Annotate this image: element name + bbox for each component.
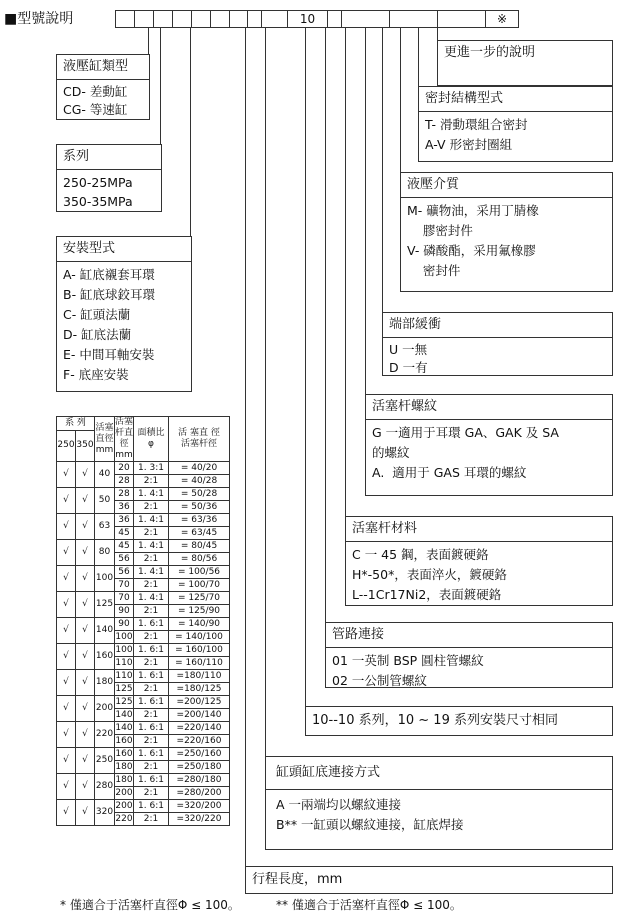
- table-cell: √: [57, 566, 76, 592]
- table-cell: 2:1: [134, 501, 169, 514]
- box-line: F- 底座安裝: [63, 367, 129, 382]
- table-cell: = 160/100: [169, 644, 230, 657]
- table-cell: =200/125: [169, 696, 230, 709]
- table-cell: 2:1: [134, 657, 169, 670]
- table-cell: 2:1: [134, 709, 169, 722]
- table-row: [57, 774, 230, 787]
- table-cell: =280/200: [169, 787, 230, 800]
- table-cell: 1. 4:1: [134, 592, 169, 605]
- table-cell: 1. 6:1: [134, 670, 169, 683]
- box-line: C 一 45 鋼，表面鍍硬鉻: [352, 547, 489, 562]
- table-cell: =180/110: [169, 670, 230, 683]
- th-pair-top: 活 塞直 徑: [178, 428, 220, 438]
- box-body: [57, 170, 161, 214]
- table-cell: =250/180: [169, 761, 230, 774]
- table-cell: 80: [95, 540, 115, 566]
- box-line: 02 一公制管螺紋: [332, 673, 427, 688]
- box-title: 活塞杆材料: [346, 517, 612, 542]
- box-body: [57, 262, 191, 388]
- table-cell: 2:1: [134, 553, 169, 566]
- connector-series-note: [305, 28, 306, 708]
- table-row: [57, 540, 230, 553]
- box-body: [326, 648, 612, 694]
- table-cell: 125: [115, 696, 133, 707]
- box-series: [56, 144, 162, 212]
- table-cell: = 140/100: [169, 631, 230, 644]
- table-cell: = 40/20: [169, 462, 230, 475]
- table-cell: = 160/110: [169, 657, 230, 670]
- box-title: 更進一步的說明: [444, 45, 536, 60]
- box-mounting: [56, 236, 192, 392]
- table-cell: =250/160: [169, 748, 230, 761]
- table-cell: 180: [115, 761, 133, 772]
- table-cell: 1. 4:1: [134, 540, 169, 553]
- table-cell: √: [57, 462, 76, 488]
- table-cell: = 63/36: [169, 514, 230, 527]
- table-cell: 90: [115, 618, 134, 631]
- table-cell: √: [57, 540, 76, 566]
- box-port: [325, 622, 613, 688]
- table-cell: 1. 6:1: [134, 618, 169, 631]
- table-cell: 2:1: [134, 761, 169, 774]
- table-cell: 2:1: [134, 813, 169, 826]
- box-line: 的螺紋: [372, 445, 410, 460]
- code-cell: ※: [485, 10, 519, 28]
- th-350: 350: [76, 430, 95, 461]
- box-title: 端部緩衝: [383, 313, 612, 338]
- table-cell: 320: [95, 800, 115, 826]
- table-cell: √: [57, 618, 76, 644]
- table-cell: 160: [115, 735, 133, 746]
- box-body: [57, 80, 149, 122]
- table-cell: 28: [115, 488, 134, 501]
- connector-mount: [190, 28, 191, 238]
- connector-rodthread: [365, 28, 366, 396]
- table-cell: 280: [95, 774, 115, 800]
- table-cell: √: [57, 644, 76, 670]
- table-cell: 180: [95, 670, 115, 696]
- table-cell: √: [76, 514, 95, 540]
- box-body: [346, 542, 612, 608]
- box-body: [383, 338, 612, 380]
- code-cell: [229, 10, 247, 28]
- bore-rod-table: [56, 416, 230, 826]
- th-pair-bottom: 活塞杆徑: [180, 439, 217, 449]
- table-cell: √: [76, 592, 95, 618]
- table-cell: =220/140: [169, 722, 230, 735]
- table-row: [57, 644, 230, 657]
- table-row: [57, 722, 230, 735]
- footnote-single: * 僅適合于活塞杆直徑Φ ≤ 100。: [60, 898, 240, 912]
- connector-series: [160, 28, 161, 146]
- table-cell: 160: [115, 748, 133, 759]
- box-line: A. 適用于 GAS 耳環的螺紋: [372, 465, 527, 480]
- table-cell: = 140/90: [169, 618, 230, 631]
- table-cell: 1. 6:1: [134, 800, 169, 813]
- code-cell: [261, 10, 287, 28]
- box-title: 液壓介質: [401, 173, 612, 198]
- table-cell: 2:1: [134, 631, 169, 644]
- code-cell: [341, 10, 389, 28]
- th-ratio: 面積比 φ: [134, 417, 169, 462]
- table-cell: 45: [115, 527, 134, 540]
- table-cell: =320/220: [169, 813, 230, 826]
- box-line: A- 缸底襯套耳環: [63, 267, 155, 282]
- connector-rodmat: [345, 28, 346, 518]
- table-cell: 2:1: [134, 787, 169, 800]
- box-cylinder-type: [56, 54, 150, 120]
- table-cell: √: [57, 774, 76, 800]
- box-series-note: [305, 706, 613, 736]
- table-cell: √: [76, 618, 95, 644]
- table-cell: 140: [115, 709, 133, 720]
- table-cell: = 125/90: [169, 605, 230, 618]
- box-line: 密封件: [407, 263, 461, 278]
- th-rod: 活塞杆直徑 mm: [115, 417, 134, 460]
- table-cell: √: [57, 696, 76, 722]
- box-rod-thread: [365, 394, 613, 496]
- box-line: 膠密封件: [407, 223, 473, 238]
- code-cell: [389, 10, 437, 28]
- table-cell: 45: [115, 540, 134, 553]
- table-cell: 160: [95, 644, 115, 670]
- code-cell: [153, 10, 172, 28]
- table-row: [57, 514, 230, 527]
- box-line: 01 一英制 BSP 圓柱管螺紋: [332, 653, 484, 668]
- box-line: C- 缸頭法蘭: [63, 307, 131, 322]
- box-line: 250-25MPa: [63, 175, 133, 190]
- table-cell: 50: [95, 488, 115, 514]
- th-bore: 活塞直徑 mm: [95, 417, 115, 462]
- box-line: A-V 形密封圈組: [425, 137, 513, 152]
- box-title: 活塞杆螺紋: [366, 395, 612, 420]
- table-cell: 1. 4:1: [134, 514, 169, 527]
- table-cell: 1. 3:1: [134, 462, 169, 475]
- table-cell: 40: [95, 462, 115, 488]
- table-cell: 110: [115, 657, 133, 668]
- table-cell: √: [76, 462, 95, 488]
- table-cell: 220: [95, 722, 115, 748]
- box-line: B- 缸底球鉸耳環: [63, 287, 156, 302]
- table-cell: √: [76, 566, 95, 592]
- box-title: 缸頭缸底連接方式: [266, 757, 612, 790]
- table-cell: √: [57, 800, 76, 826]
- code-cell: [134, 10, 153, 28]
- box-line: E- 中間耳軸安裝: [63, 347, 155, 362]
- code-cell: [191, 10, 210, 28]
- box-line: M- 礦物油，采用丁腈橡: [407, 203, 539, 218]
- box-title: 10--10 系列，10 ~ 19 系列安裝尺寸相同: [312, 713, 558, 728]
- table-cell: 2:1: [134, 527, 169, 540]
- code-cell: [437, 10, 485, 28]
- table-cell: 180: [115, 774, 133, 785]
- table-cell: 110: [115, 670, 133, 681]
- table-cell: 100: [115, 631, 133, 642]
- table-row: [57, 462, 230, 475]
- table-cell: 70: [115, 592, 134, 605]
- box-line: U 一無: [389, 342, 428, 357]
- box-title: 行程長度，mm: [252, 872, 343, 887]
- box-fluid: [400, 172, 613, 292]
- table-cell: 1. 4:1: [134, 488, 169, 501]
- table-cell: = 50/36: [169, 501, 230, 514]
- table-cell: 1. 6:1: [134, 748, 169, 761]
- table-cell: 200: [115, 787, 133, 798]
- box-title: 密封結構型式: [419, 87, 612, 112]
- table-cell: 2:1: [134, 579, 169, 592]
- table-cell: 200: [95, 696, 115, 722]
- table-cell: 56: [115, 566, 134, 579]
- table-cell: √: [76, 540, 95, 566]
- table-row: [57, 670, 230, 683]
- table-cell: =320/200: [169, 800, 230, 813]
- table-row: [57, 618, 230, 631]
- connector-seal: [418, 28, 419, 88]
- table-cell: 125: [95, 592, 115, 618]
- table-cell: =180/125: [169, 683, 230, 696]
- table-cell: 100: [95, 566, 115, 592]
- table-cell: √: [76, 670, 95, 696]
- model-code-row: [115, 10, 519, 28]
- box-line: V- 磷酸酯，采用氟橡膠: [407, 243, 536, 258]
- table-row: [57, 566, 230, 579]
- box-line: H*-50*，表面淬火，鍍硬鉻: [352, 567, 507, 582]
- box-line: B** 一缸頭以螺紋連接，缸底焊接: [276, 817, 464, 832]
- table-row: [57, 488, 230, 501]
- table-cell: √: [76, 644, 95, 670]
- table-cell: = 80/45: [169, 540, 230, 553]
- table-cell: 100: [115, 644, 133, 655]
- table-cell: = 125/70: [169, 592, 230, 605]
- table-cell: 1. 6:1: [134, 722, 169, 735]
- table-cell: 140: [115, 722, 133, 733]
- table-cell: √: [76, 722, 95, 748]
- box-title: 安裝型式: [57, 237, 191, 262]
- box-line: CD- 差動缸: [63, 84, 128, 99]
- box-body: [366, 420, 612, 486]
- table-cell: √: [76, 800, 95, 826]
- code-cell: [172, 10, 191, 28]
- table-cell: 63: [95, 514, 115, 540]
- table-cell: √: [57, 488, 76, 514]
- table-cell: 2:1: [134, 735, 169, 748]
- table-cell: =220/160: [169, 735, 230, 748]
- box-stroke: [245, 866, 613, 894]
- table-row: [57, 800, 230, 813]
- table-row: [57, 696, 230, 709]
- table-cell: = 80/56: [169, 553, 230, 566]
- table-cell: = 40/28: [169, 475, 230, 488]
- table-cell: 2:1: [134, 475, 169, 488]
- th-series: 系 列: [57, 417, 95, 431]
- footnote-double: ** 僅適合于活塞杆直徑Φ ≤ 100。: [276, 898, 462, 912]
- box-seal-type: [418, 86, 613, 162]
- table-cell: 28: [115, 475, 134, 488]
- box-line: CG- 等速缸: [63, 102, 128, 117]
- table-cell: √: [76, 488, 95, 514]
- table-cell: 140: [95, 618, 115, 644]
- table-cell: √: [76, 774, 95, 800]
- table-cell: 90: [115, 605, 134, 618]
- table-cell: 200: [115, 800, 133, 811]
- table-cell: 250: [95, 748, 115, 774]
- code-cell: [115, 10, 134, 28]
- table-cell: √: [57, 592, 76, 618]
- table-cell: √: [57, 670, 76, 696]
- table-cell: 20: [115, 462, 134, 475]
- table-cell: 1. 6:1: [134, 696, 169, 709]
- connector-cushion: [382, 28, 383, 314]
- box-head-connection: [265, 756, 613, 850]
- connector-head: [265, 28, 266, 758]
- table-cell: 1. 6:1: [134, 774, 169, 787]
- box-body: [419, 112, 612, 158]
- connector-fluid: [400, 28, 401, 174]
- table-cell: 70: [115, 579, 134, 592]
- table-cell: 1. 6:1: [134, 644, 169, 657]
- box-cushion: [382, 312, 613, 376]
- box-line: 350-35MPa: [63, 194, 133, 209]
- box-rod-material: [345, 516, 613, 606]
- box-line: T- 滑動環組合密封: [425, 117, 528, 132]
- connector-stroke: [245, 28, 246, 868]
- table-cell: = 63/45: [169, 527, 230, 540]
- table-cell: √: [76, 696, 95, 722]
- table-cell: 36: [115, 501, 134, 514]
- box-title: 液壓缸類型: [57, 55, 149, 80]
- box-title: 管路連接: [326, 623, 612, 648]
- box-line: D 一有: [389, 360, 428, 375]
- th-250: 250: [57, 430, 76, 461]
- table-cell: √: [76, 748, 95, 774]
- code-cell: [210, 10, 229, 28]
- table-row: [57, 748, 230, 761]
- table-cell: =280/180: [169, 774, 230, 787]
- box-line: L--1Cr17Ni2，表面鍍硬鉻: [352, 587, 502, 602]
- box-more-info: [437, 40, 613, 86]
- table-cell: 56: [115, 553, 134, 566]
- code-cell: 10: [287, 10, 327, 28]
- table-cell: 36: [115, 514, 134, 527]
- table-row: [57, 592, 230, 605]
- table-cell: √: [57, 748, 76, 774]
- box-line: A 一兩端均以螺紋連接: [276, 797, 402, 812]
- table-cell: 220: [115, 813, 133, 824]
- code-cell: [327, 10, 341, 28]
- table-cell: 2:1: [134, 683, 169, 696]
- table-cell: = 50/28: [169, 488, 230, 501]
- table-cell: = 100/56: [169, 566, 230, 579]
- table-cell: 1. 4:1: [134, 566, 169, 579]
- page-title: ■型號說明: [4, 11, 74, 27]
- box-body: [401, 198, 612, 284]
- th-pair: [169, 417, 230, 462]
- table-cell: =200/140: [169, 709, 230, 722]
- table-cell: 2:1: [134, 605, 169, 618]
- connector-port: [325, 28, 326, 624]
- table-cell: √: [57, 722, 76, 748]
- code-cell: [247, 10, 261, 28]
- table-cell: 125: [115, 683, 133, 694]
- box-line: G 一適用于耳環 GA、GAK 及 SA: [372, 425, 559, 440]
- box-line: D- 缸底法蘭: [63, 327, 132, 342]
- table-cell: √: [57, 514, 76, 540]
- box-body: [266, 790, 612, 840]
- box-title: 系列: [57, 145, 161, 170]
- table-cell: = 100/70: [169, 579, 230, 592]
